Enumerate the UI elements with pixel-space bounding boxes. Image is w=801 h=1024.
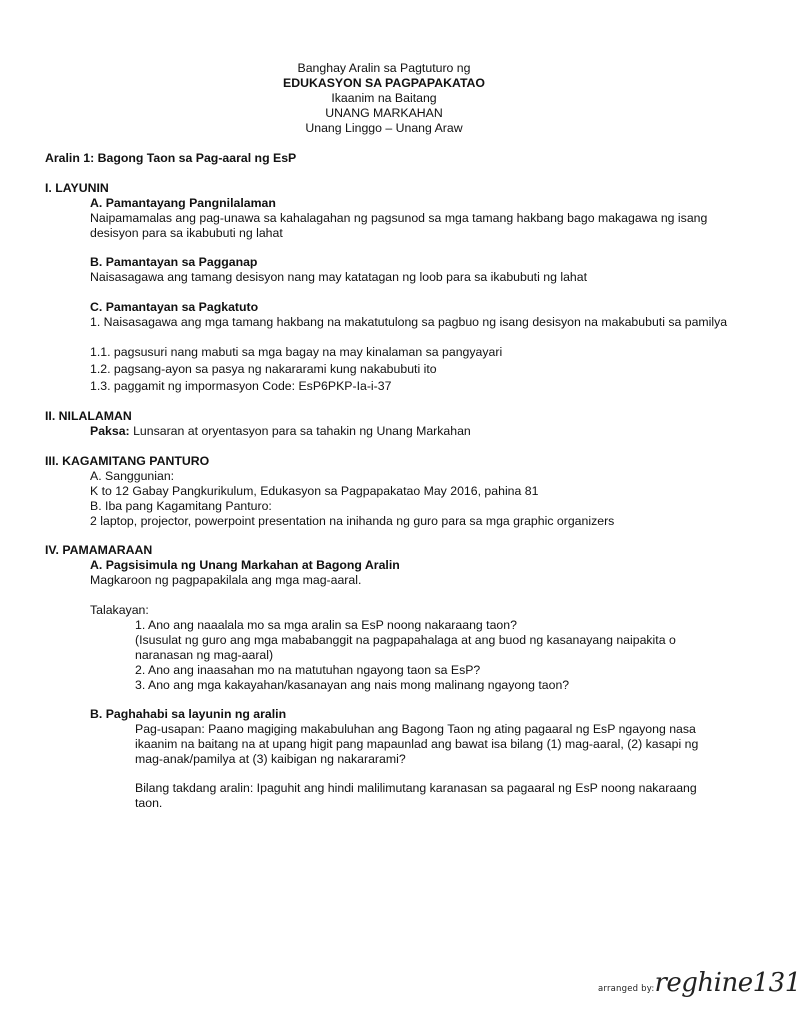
paksa-text: Lunsaran at oryentasyon para sa tahakin ng Unang Markahan: [129, 424, 471, 438]
kagamitan-b-text: 2 laptop, projector, powerpoint presentation na inihanda ng guro para sa mga graphic organizers: [90, 514, 615, 528]
document-header: [0, 61, 768, 136]
kagamitan-a-label: A. Sanggunian:: [90, 469, 175, 483]
layunin-c-item-1-1: 1.1. pagsusuri nang mabuti sa mga bagay na may kinalaman sa pangyayari: [90, 345, 503, 359]
layunin-b-heading: B. Pamantayan sa Pagganap: [90, 255, 258, 269]
talakayan-label: Talakayan:: [90, 603, 149, 617]
talakayan-question-2: 2. Ano ang inaasahan mo na matutuhan ngayong taon sa EsP?: [135, 663, 481, 677]
layunin-c-heading: C. Pamantayan sa Pagkatuto: [90, 300, 259, 314]
layunin-c-item-1: 1. Naisasagawa ang mga tamang hakbang na makatutulong sa pagbuo ng isang desisyon na makabubuti sa pamilya: [90, 315, 728, 329]
header-subject: EDUKASYON SA PAGPAPAKATAO: [283, 76, 485, 90]
nilalaman-paksa: [90, 424, 471, 439]
layunin-a-text: Naipamamalas ang pag-unawa sa kahalagahan ng pagsunod sa mga tamang hakbang bago makagawa ng isang desisyon para sa ikabubuti ng lahat: [90, 211, 708, 240]
pamamaraan-b-text: Pag-usapan: Paano magiging makabuluhan ang Bagong Taon ng ating pagaaral ng EsP ngayong nasa ikaanim na baitang na at upang higit pang mapaunlad ang bawat isa bilang (1) mag-aaral, (2) kasapi ng mag-anak/pamilya at (3) kaibigan ng nakararami?: [135, 722, 699, 766]
section-nilalaman-heading: II. NILALAMAN: [45, 409, 132, 423]
paksa-label: Paksa:: [90, 424, 130, 438]
talakayan-question-1-note: (Isusulat ng guro ang mga mababanggit na pagpapahalaga at ang buod ng kasanayang naipakita o naranasan ng mag-aaral): [135, 633, 676, 662]
header-grade: Ikaanim na Baitang: [331, 91, 437, 105]
signature-name: reghine131: [654, 968, 801, 998]
layunin-c-item-1-2: 1.2. pagsang-ayon sa pasya ng nakararami kung nakabubuti ito: [90, 362, 437, 376]
pamamaraan-b-heading: B. Paghahabi sa layunin ng aralin: [90, 707, 287, 721]
kagamitan-a-text: K to 12 Gabay Pangkurikulum, Edukasyon sa Pagpapakatao May 2016, pahina 81: [90, 484, 539, 498]
pamamaraan-a-heading: A. Pagsisimula ng Unang Markahan at Bagong Aralin: [90, 558, 400, 572]
talakayan-question-3: 3. Ano ang mga kakayahan/kasanayan ang nais mong malinang ngayong taon?: [135, 678, 570, 692]
aralin-title: Aralin 1: Bagong Taon sa Pag-aaral ng EsP: [45, 151, 297, 165]
kagamitan-b-label: B. Iba pang Kagamitang Panturo:: [90, 499, 272, 513]
layunin-a-heading: A. Pamantayang Pangnilalaman: [90, 196, 276, 210]
header-week-day: Unang Linggo – Unang Araw: [305, 121, 463, 135]
arranged-by-signature: [598, 968, 801, 998]
takdang-aralin: Bilang takdang aralin: Ipaguhit ang hindi malilimutang karanasan sa pagaaral ng EsP noong nakaraang taon.: [135, 781, 697, 810]
layunin-c-item-1-3: 1.3. paggamit ng impormasyon Code: EsP6PKP-Ia-i-37: [90, 379, 392, 393]
signature-prefix: arranged by:: [598, 984, 655, 994]
layunin-b-text: Naisasagawa ang tamang desisyon nang may katatagan ng loob para sa ikabubuti ng lahat: [90, 270, 587, 284]
header-quarter: UNANG MARKAHAN: [325, 106, 443, 120]
talakayan-question-1: 1. Ano ang naaalala mo sa mga aralin sa EsP noong nakaraang taon?: [135, 618, 517, 632]
header-line-1: Banghay Aralin sa Pagtuturo ng: [297, 61, 471, 75]
section-kagamitan-heading: III. KAGAMITANG PANTURO: [45, 454, 210, 468]
section-pamamaraan-heading: IV. PAMAMARAAN: [45, 543, 153, 557]
pamamaraan-a-text: Magkaroon ng pagpapakilala ang mga mag-aaral.: [90, 573, 362, 587]
section-layunin-heading: I. LAYUNIN: [45, 181, 109, 195]
